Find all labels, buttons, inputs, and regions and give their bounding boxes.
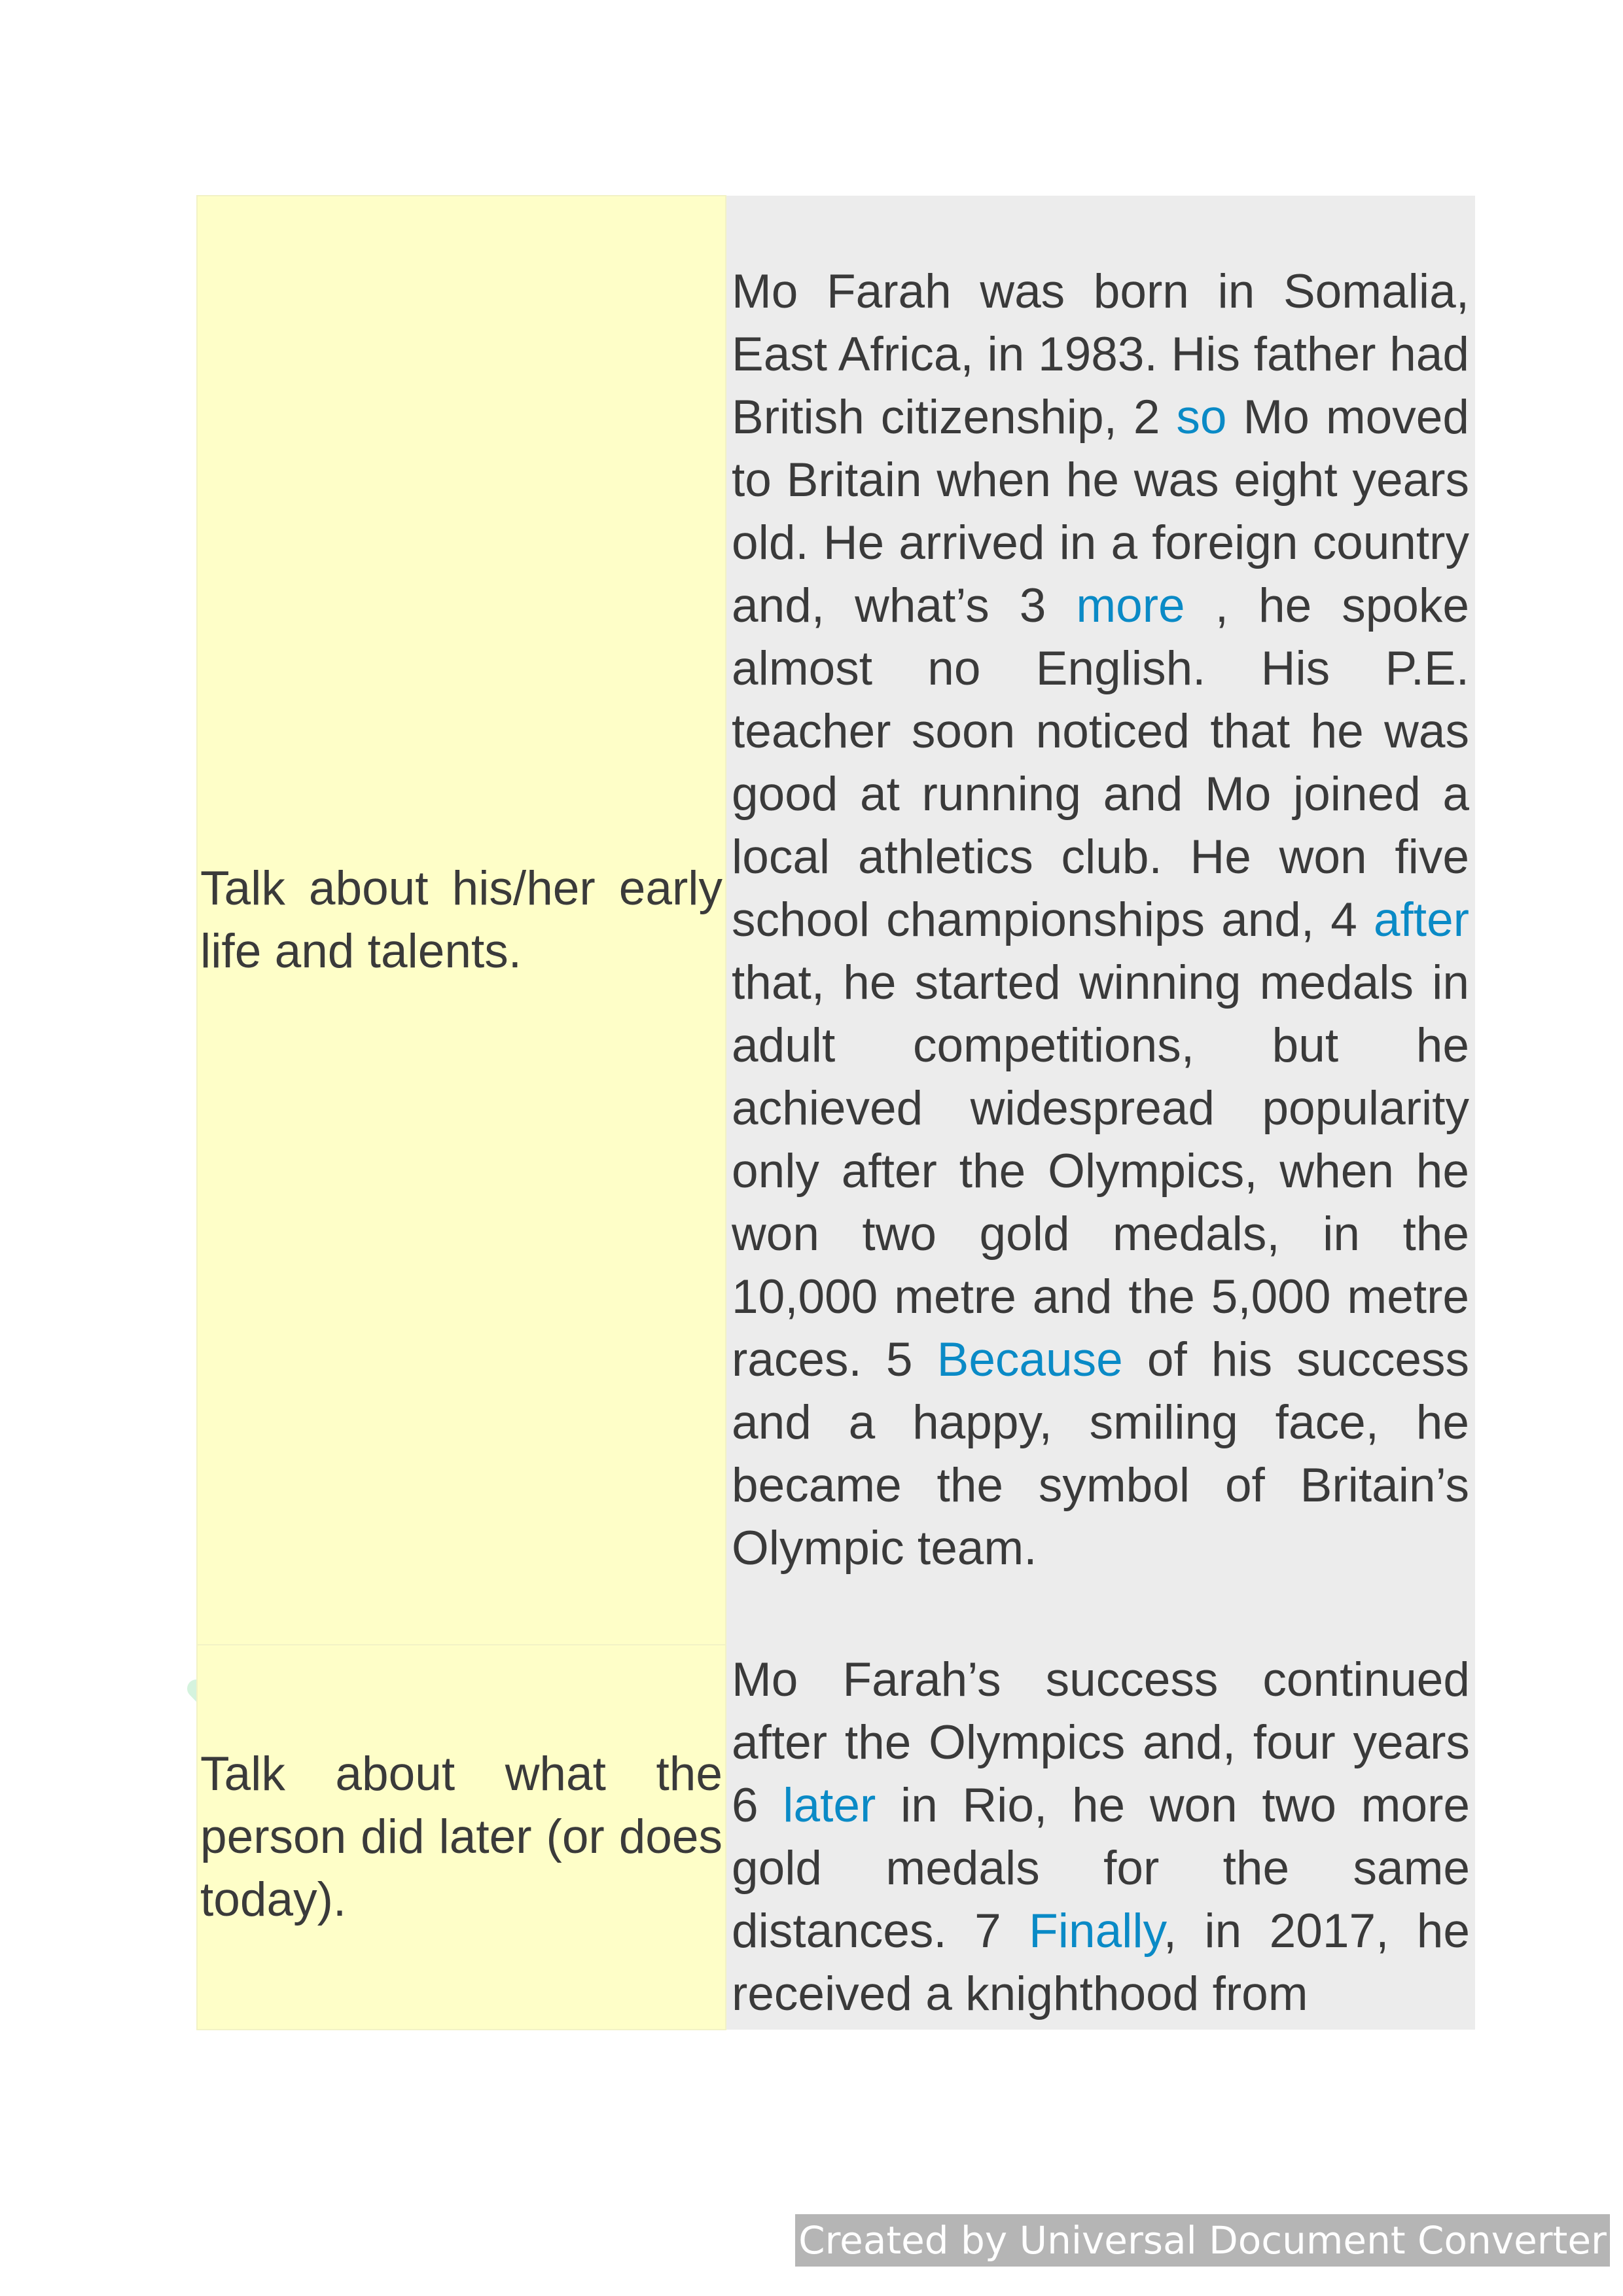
prompt-cell (197, 196, 726, 1645)
paragraph-segment: in Rio, he won two more gold medals for the same distances. 7 (732, 1779, 1470, 1958)
paragraph-cell (726, 196, 1475, 1645)
table-row (197, 196, 1475, 1645)
paragraph-segment: that, he started winning medals in adult competitions, but he achieved widespread popularity only after the Olympics, when he won two gold medals, in the 10,000 metre and the 5,000 metre races. 5 (732, 956, 1469, 1386)
answer-word: later (783, 1779, 876, 1832)
paragraph-segment: Mo moved to Britain when he was eight years old. He arrived in a foreign country and, what’s 3 (732, 391, 1469, 632)
paragraph-segment: , in 2017, he received a knighthood from (732, 1905, 1471, 2020)
paragraph-text (732, 260, 1469, 1580)
paragraph-segment: Mo Farah’s success continued after the Olympics and, four years 6 (732, 1653, 1470, 1832)
answer-word: Finally (1029, 1905, 1164, 1958)
paragraph-segment: , he spoke almost no English. His P.E. teacher soon noticed that he was good at running and Mo joined a local athletics club. He won five school championships and, 4 (732, 579, 1470, 946)
table-row (197, 1645, 1475, 2030)
paragraph-text (732, 1649, 1470, 2026)
paragraph-cell (726, 1645, 1475, 2030)
converter-footer: Created by Universal Document Converter (795, 2214, 1610, 2267)
answer-word: so (1176, 391, 1227, 444)
answer-word: Because (936, 1333, 1123, 1386)
answer-word: more (1076, 579, 1185, 632)
answer-word: after (1373, 893, 1469, 946)
prompt-text: Talk about what the person did later (or does today). (200, 1748, 722, 1926)
paragraph-segment: of his success and a happy, smiling face, he became the symbol of Britain’s Olympic team. (732, 1333, 1469, 1575)
content-table (196, 195, 1476, 2030)
prompt-text: Talk about his/her early life and talents. (200, 862, 722, 978)
paragraph-segment: Mo Farah was born in Somalia, East Africa, in 1983. His father had British citizenship, 2 (732, 265, 1469, 444)
prompt-cell (197, 1645, 726, 2030)
